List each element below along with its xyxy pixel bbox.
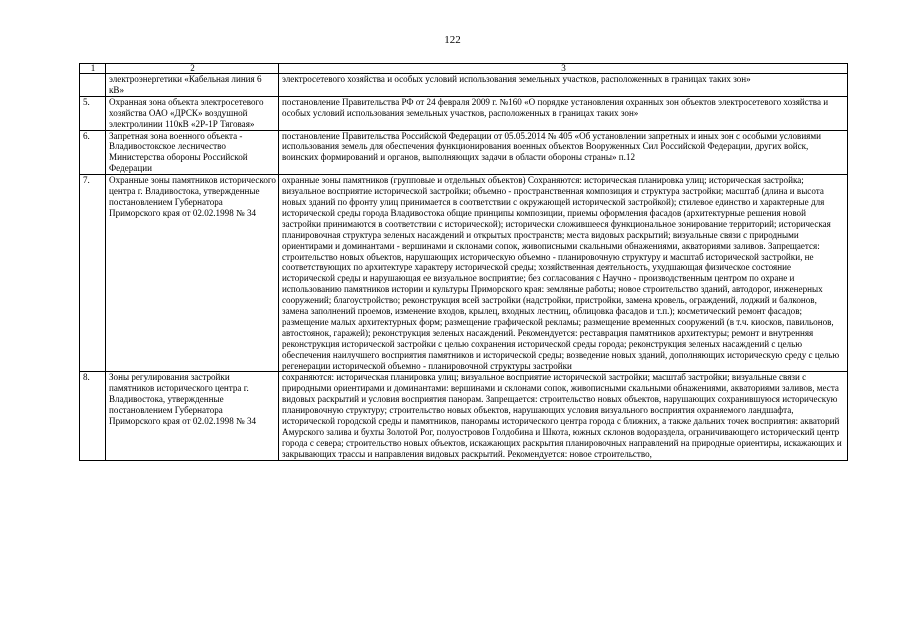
table-row	[80, 74, 848, 97]
row-number: 8.	[80, 372, 106, 460]
zone-name: Зоны регулирования застройки памятников исторического центра г. Владивостока, утвержденные постановлением Губернатора Приморского края от 02.02.1998 № 34	[106, 372, 279, 460]
row-number: 6.	[80, 130, 106, 175]
zone-regulation: сохраняются: историческая планировка улиц; визуальное восприятие исторической застройки; масштаб застройки; визуальные связи с природными ориентирами и доминантами: вершинами и склонами сопок, живописными скальными обнажениями, акваториями заливов, места видовых раскрытий и условия восприятия панорам. Запрещается: строительство новых объектов, нарушающих сохранившуюся историческую планировочную структуру; строительство новых объектов, нарушающих условия визуального восприятия охраняемого ландшафта, исторической городской среды и памятников, панорамы исторического центра города с ближних, а также дальних точек восприятия: акваторий Амурского залива и бухты Золотой Рог, полуостровов Голдобина и Шкота, южных склонов водораздела, ограничивающего исторический центр города с севера; строительство новых объектов, искажающих раскрытия планировочных направлений на природные ориентиры, искажающих и закрывающих трассы и направления видовых раскрытий. Рекомендуется: новое строительство,	[279, 372, 848, 460]
column-header-2: 2	[106, 64, 279, 74]
page-number: 122	[444, 34, 461, 46]
table-row	[80, 175, 848, 372]
row-number: 5.	[80, 96, 106, 130]
table-row	[80, 130, 848, 175]
zone-regulation: постановление Правительства Российской Федерации от 05.05.2014 № 405 «Об установлении запретных и иных зон с особыми условиями использования земель для обеспечения функционирования военных объектов Вооруженных Сил Российской Федерации, других войск, воинских формирований и органов, выполняющих задачи в области обороны страны» п.12	[279, 130, 848, 175]
row-number: 7.	[80, 175, 106, 372]
zone-regulation: электросетевого хозяйства и особых условий использования земельных участков, расположенных в границах таких зон»	[279, 74, 848, 97]
table-row	[80, 96, 848, 130]
column-header-3: 3	[279, 64, 848, 74]
zone-regulation: охранные зоны памятников (групповые и отдельных объектов) Сохраняются: историческая планировка улиц; историческая застройка; визуальное восприятие исторической застройки; объемно - пространственная композиция и структура застройки; масштаб (длина и высота новых зданий по фронту улиц принимается в соответствии с окружающей исторической застройкой); стилевое единство и характерные для исторической среды города Владивостока общие принципы композиции, приемы оформления фасадов (архитектурные решения новой застройки принимаются в соответствии с исторической); исторически сложившееся функциональное зонирование территорий; историческая планировочная структура зеленых насаждений и открытых пространств; места видовых раскрытий; визуальные связи с природными ориентирами и доминантами - вершинами и склонами сопок, живописными скальными обнажениями, акваториями заливов. Запрещается: строительство новых объектов, нарушающих историческую объемно - планировочную структуру и масштаб исторической застройки, не соответствующих по архитектуре характеру исторической среды; хозяйственная деятельность, ухудшающая физическое состояние исторической среды и нарушающая ее визуальное восприятие; без согласования с Научно - производственным центром по охране и использованию памятников истории и культуры Приморского края: земляные работы; новое строительство зданий, автодорог, инженерных сооружений; благоустройство; реконструкция всей застройки (надстройки, пристройки, замена кровель, ограждений, лоджий и балконов, замена заполнений проемов, изменение входов, крылец, входных лестниц, облицовка фасадов и т.п.); косметический ремонт фасадов; размещение малых архитектурных форм; размещение графической рекламы; размещение временных сооружений (в т.ч. киосков, павильонов, автостоянок, гаражей); реконструкция зеленых насаждений. Рекомендуется: реставрация памятников архитектуры; ремонт и внутренняя реконструкция исторической застройки с целью сохранения исторической среды города; реконструкция зеленых насаждений с целью обеспечения наилучшего восприятия памятников и исторической среды; возведение новых зданий, дополняющих историческую среду с целью регенерации исторической объемно - планировочной структуры застройки	[279, 175, 848, 372]
zone-name: Запретная зона военного объекта - Владивостокское лесничество Министерства обороны Российской Федерации	[106, 130, 279, 175]
zone-name: Охранная зона объекта электросетевого хозяйства ОАО «ДРСК» воздушной электролинии 110кВ «2Р-1Р Тяговая»	[106, 96, 279, 130]
zone-name: электроэнергетики «Кабельная линия 6 кВ»	[106, 74, 279, 97]
column-header-1: 1	[80, 64, 106, 74]
zones-table	[79, 63, 848, 461]
row-number	[80, 74, 106, 97]
table-header-row	[80, 64, 848, 74]
table-row	[80, 372, 848, 460]
zone-name: Охранные зоны памятников исторического центра г. Владивостока, утвержденные постановлением Губернатора Приморского края от 02.02.1998 № 34	[106, 175, 279, 372]
zone-regulation: постановление Правительства РФ от 24 февраля 2009 г. №160 «О порядке установления охранных зон объектов электросетевого хозяйства и особых условий использования земельных участков, расположенных в границах таких зон»	[279, 96, 848, 130]
